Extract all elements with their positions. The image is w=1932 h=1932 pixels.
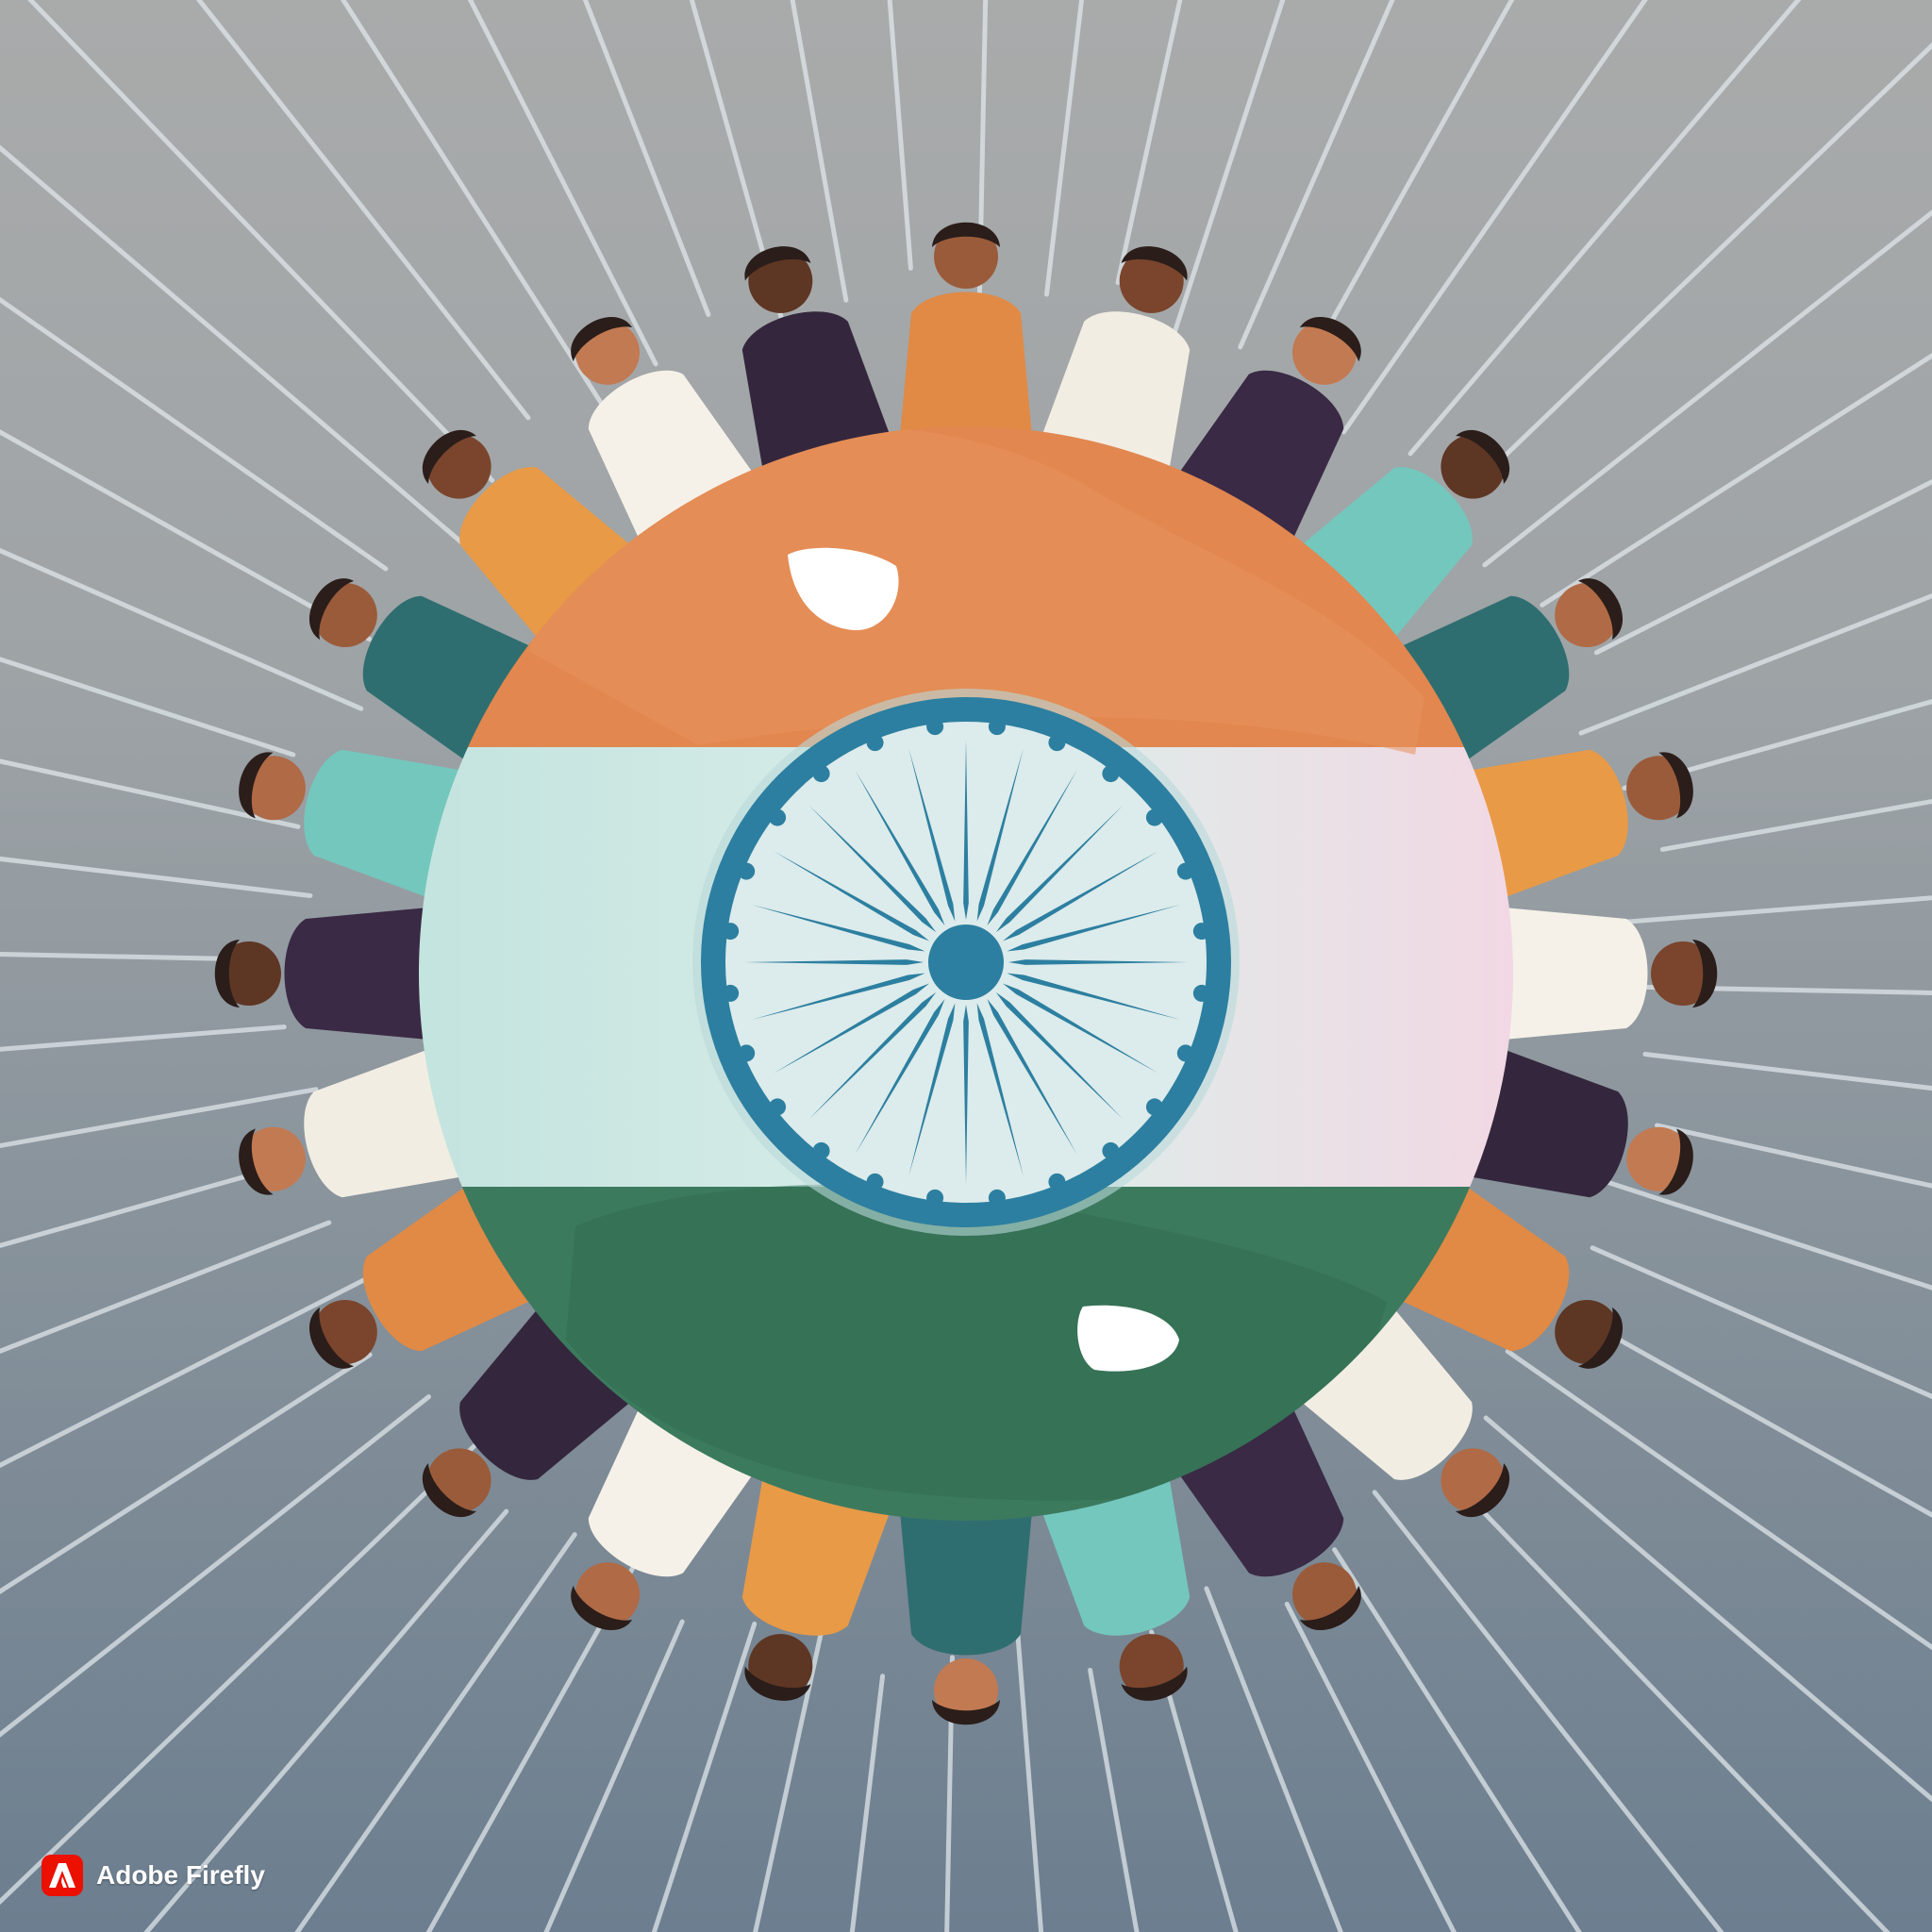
- ray: [0, 1027, 284, 1085]
- chakra-notch: [989, 718, 1006, 735]
- chakra-notch: [1146, 1098, 1163, 1115]
- ray: [1662, 725, 1932, 850]
- chakra-notch: [738, 863, 755, 880]
- chakra-hub: [928, 924, 1004, 1000]
- ray: [1287, 1604, 1607, 1932]
- person-robe: [900, 1511, 1032, 1656]
- person-figure: [1504, 908, 1717, 1040]
- chakra-notch: [1102, 765, 1119, 782]
- ray: [0, 1355, 370, 1736]
- ray: [1645, 1054, 1932, 1140]
- chakra-notch: [1146, 809, 1163, 826]
- ray: [1241, 0, 1534, 347]
- person-figure: [900, 223, 1032, 436]
- person-robe: [900, 292, 1032, 437]
- ray: [1018, 1632, 1076, 1932]
- ray: [0, 0, 492, 480]
- chakra-notch: [989, 1190, 1006, 1207]
- ray: [0, 282, 370, 640]
- ray: [1485, 98, 1932, 565]
- ray: [91, 0, 528, 418]
- person-figure: [1468, 715, 1708, 898]
- chakra-notch: [867, 1174, 884, 1191]
- chakra-notch: [769, 1098, 786, 1115]
- adobe-logo-icon: [42, 1855, 83, 1896]
- ray: [0, 164, 386, 569]
- chakra-notch: [1193, 985, 1210, 1002]
- ray: [1343, 0, 1775, 432]
- chakra-notch: [1048, 1174, 1065, 1191]
- ray: [1476, 0, 1932, 483]
- person-figure: [1041, 1475, 1224, 1716]
- ray: [1624, 863, 1932, 922]
- ray: [0, 1223, 329, 1489]
- ray: [451, 0, 708, 314]
- chakra-notch: [1177, 863, 1194, 880]
- ray: [528, 1624, 755, 1932]
- ray: [1091, 1670, 1215, 1932]
- ray: [856, 0, 911, 268]
- chakra-notch: [1193, 923, 1210, 940]
- ray: [0, 1397, 428, 1850]
- ray: [1410, 0, 1886, 454]
- ray: [1118, 0, 1270, 282]
- ray: [1207, 1589, 1481, 1932]
- person-figure: [900, 1511, 1032, 1724]
- chakra-notch: [813, 765, 830, 782]
- person-figure: [224, 1049, 464, 1232]
- chakra-notch: [1177, 1044, 1194, 1061]
- chakra-notch: [738, 1044, 755, 1061]
- chakra-notch: [1102, 1142, 1119, 1159]
- chakra-notch: [813, 1142, 830, 1159]
- chakra-notch: [1048, 734, 1065, 751]
- ray: [1507, 1351, 1932, 1783]
- ray: [0, 1165, 285, 1357]
- ray: [0, 406, 361, 708]
- ashoka-chakra: [692, 689, 1240, 1236]
- watermark-text: Adobe Firefly: [96, 1860, 265, 1890]
- person-robe: [285, 908, 429, 1040]
- ray: [1592, 1248, 1932, 1541]
- chakra-notch: [722, 923, 739, 940]
- ray: [1457, 1484, 1932, 1932]
- ray: [1581, 458, 1932, 733]
- person-robe: [1504, 908, 1648, 1040]
- chakra-notch: [926, 718, 943, 735]
- ray: [1657, 1125, 1932, 1277]
- ray: [398, 1622, 682, 1932]
- ray: [1335, 1550, 1729, 1932]
- ray: [1046, 0, 1132, 294]
- adobe-firefly-watermark: [42, 1855, 265, 1896]
- person-figure: [708, 231, 891, 472]
- chakra-notch: [867, 734, 884, 751]
- chakra-notch: [722, 985, 739, 1002]
- chakra-notch: [926, 1190, 943, 1207]
- ray: [204, 0, 610, 417]
- person-figure: [215, 908, 428, 1040]
- ray: [799, 1676, 882, 1932]
- ray: [1596, 332, 1932, 653]
- ray: [1374, 1492, 1841, 1932]
- chakra-notch: [769, 809, 786, 826]
- ray: [1542, 211, 1932, 606]
